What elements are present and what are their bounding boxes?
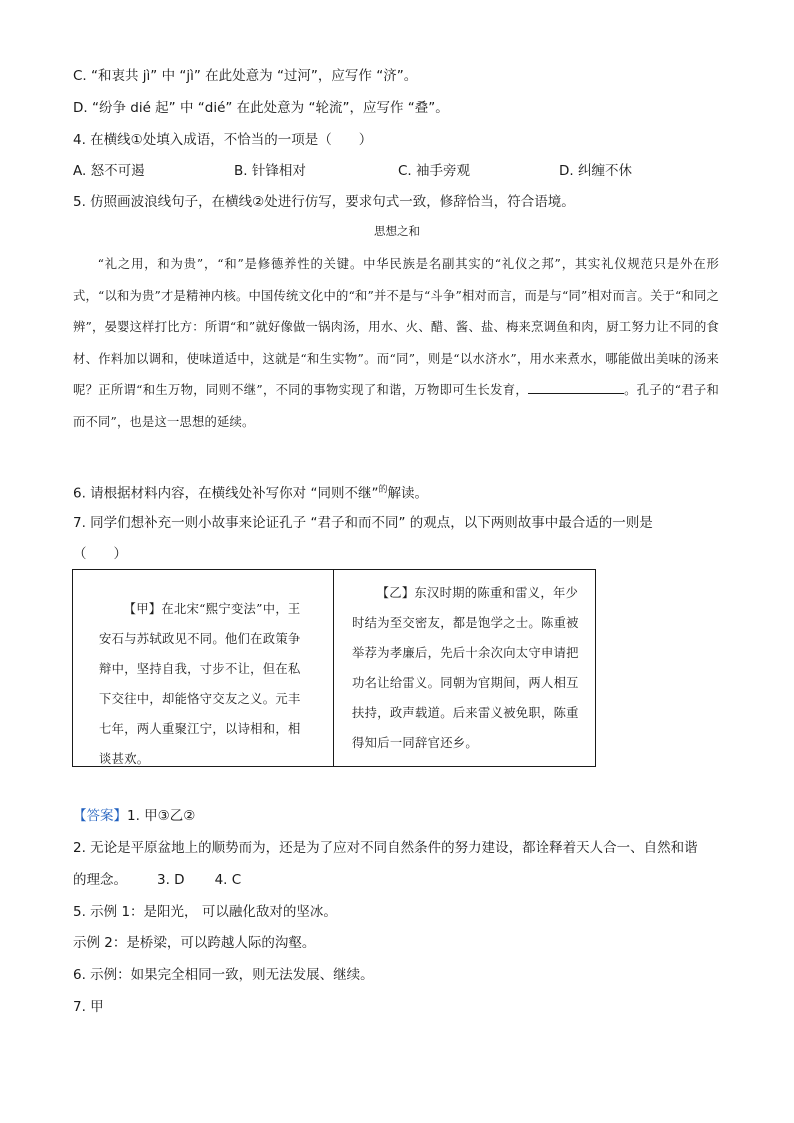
answer-line-1 bbox=[73, 807, 195, 825]
answer-1: 1. 甲③乙② bbox=[127, 808, 196, 824]
story-table bbox=[72, 569, 596, 767]
story-jia-cell bbox=[73, 570, 334, 766]
q4-option-c: C. 袖手旁观 bbox=[398, 163, 471, 179]
q4-option-a: A. 怒不可遏 bbox=[73, 163, 145, 179]
q7-question: 7. 同学们想补充一则小故事来论证孔子 “君子和而不同” 的观点，以下两则故事中最合适的一则是 bbox=[73, 515, 653, 531]
answer-2-line-1: 2. 无论是平原盆地上的顺势而为，还是为了应对不同自然条件的努力建设，都诠释着天人合一、自然和谐 bbox=[73, 840, 698, 856]
answer-blank bbox=[528, 381, 624, 394]
q6-question bbox=[73, 481, 428, 503]
answer-label: 【答案】 bbox=[73, 808, 127, 824]
q4-option-d: D. 纠缠不休 bbox=[559, 163, 632, 179]
q4-option-b: B. 针锋相对 bbox=[234, 163, 306, 179]
q7-question-paren: （ ） bbox=[73, 546, 127, 562]
q3-option-c: C. “和衷共 jì” 中 “jì” 在此处意为 “过河”，应写作 “济”。 bbox=[73, 68, 418, 84]
answer-2-line-2 bbox=[73, 871, 241, 889]
story-yi-cell bbox=[334, 570, 595, 766]
q3-option-d: D. “纷争 dié 起” 中 “dié” 在此处意为 “轮流”，应写作 “叠”。 bbox=[73, 100, 449, 116]
answer-3: 3. D bbox=[157, 872, 185, 888]
q4-question: 4. 在横线①处填入成语，不恰当的一项是（ ） bbox=[73, 132, 373, 148]
q6-question-end: 解读。 bbox=[387, 485, 428, 502]
q5-question: 5. 仿照画波浪线句子，在横线②处进行仿写，要求句式一致，修辞恰当，符合语境。 bbox=[73, 194, 575, 210]
answer-5-example-1: 5. 示例 1：是阳光， 可以融化敌对的坚冰。 bbox=[73, 904, 337, 920]
story-jia: 【甲】在北宋“熙宁变法”中，王安石与苏轼政见不同。他们在政策争辩中，坚持自我，寸步不让，但在私下交往中，却能恪守交友之义。元丰七年，两人重聚江宁，以诗相和，相谈甚欢。 bbox=[99, 602, 301, 766]
passage-title: 思想之和 bbox=[374, 224, 420, 238]
answer-4: 4. C bbox=[214, 872, 242, 888]
passage-paragraph bbox=[73, 249, 719, 439]
passage-text-after-blank: 。孔子的“君子和而不同”，也是这一思想的延续。 bbox=[73, 383, 719, 429]
q6-question-text: 6. 请根据材料内容，在横线处补写你对 “同则不继” bbox=[73, 485, 379, 502]
answer-6: 6. 示例：如果完全相同一致，则无法发展、继续。 bbox=[73, 967, 374, 983]
story-yi: 【乙】东汉时期的陈重和雷义，年少时结为至交密友，都是饱学之士。陈重被举荐为孝廉后，先后十余次向太守申请把功名让给雷义。同朝为官期间，两人相互扶持，政声载道。后来雷义被免职，陈重得知后一同辞官还乡。 bbox=[352, 586, 579, 750]
answer-7: 7. 甲 bbox=[73, 999, 104, 1015]
answer-2-end: 的理念。 bbox=[73, 872, 127, 888]
q6-question-sup: 的 bbox=[378, 485, 388, 495]
passage-body bbox=[73, 249, 719, 439]
answer-5-example-2: 示例 2：是桥梁，可以跨越人际的沟壑。 bbox=[73, 935, 316, 951]
passage-text-before-blank: “礼之用，和为贵”，“和”是修德养性的关键。中华民族是名副其实的“礼仪之邦”，其实礼仪规范只是外在形式，“以和为贵”才是精神内核。中国传统文化中的“和”并不是与“斗争”相对而言，而是与“同”相对而言。关于“和同之辨”，晏婴这样打比方：所谓“和”就好像做一锅肉汤，用水、火、醋、酱、盐、梅来烹调鱼和肉，厨工努力让不同的食材、作料加以调和，使味道适中，这就是“和生实物”。而“同”，则是“以水济水”，用水来煮水，哪能做出美味的汤来呢？正所谓“和生万物，同则不继”，不同的事物实现了和谐，万物即可生长发育， bbox=[73, 257, 719, 398]
